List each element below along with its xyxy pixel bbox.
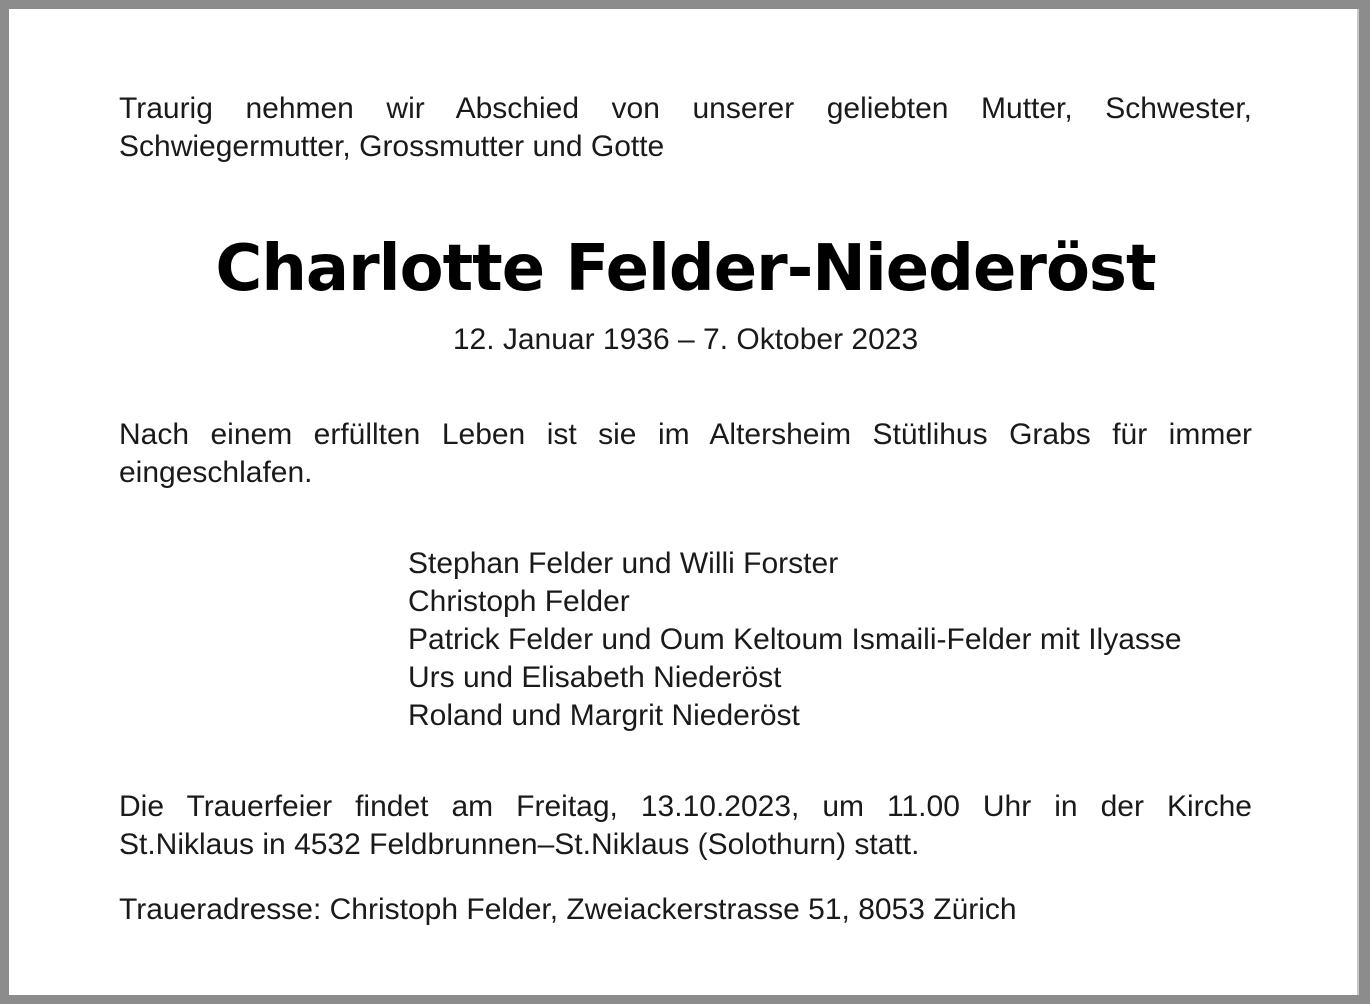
deceased-name: Charlotte Felder-Niederöst xyxy=(215,232,1156,306)
life-dates: 12. Januar 1936 – 7. Oktober 2023 xyxy=(452,323,919,356)
funeral-line-1: Die Trauerfeier findet am Freitag, 13.10.2023, um 11.00 Uhr in der Kirche xyxy=(119,790,1252,823)
intro-line-2: Schwiegermutter, Grossmutter und Gotte xyxy=(119,130,665,163)
funeral-paragraph xyxy=(119,788,1252,864)
intro-line-1: Traurig nehmen wir Abschied von unserer geliebten Mutter, Schwester, xyxy=(119,92,1252,125)
mourner-item: Roland und Margrit Niederöst xyxy=(408,699,800,732)
funeral-line-2: St.Niklaus in 4532 Feldbrunnen–St.Niklaus (Solothurn) statt. xyxy=(119,828,920,861)
passing-line-2: eingeschlafen. xyxy=(119,456,313,489)
passing-line-1: Nach einem erfüllten Leben ist sie im Altersheim Stütlihus Grabs für immer xyxy=(119,418,1252,451)
obituary-page xyxy=(9,9,1359,995)
mourner-item: Stephan Felder und Willi Forster xyxy=(408,547,839,580)
mourner-item: Urs und Elisabeth Niederöst xyxy=(408,661,782,694)
mourners-list xyxy=(408,545,1252,735)
passing-paragraph xyxy=(119,416,1252,492)
mourner-item: Patrick Felder und Oum Keltoum Ismaili-Felder mit Ilyasse xyxy=(408,623,1182,656)
mourner-item: Christoph Felder xyxy=(408,585,630,618)
mourning-address: Traueradresse: Christoph Felder, Zweiackerstrasse 51, 8053 Zürich xyxy=(119,893,1017,926)
intro-paragraph xyxy=(119,90,1252,166)
